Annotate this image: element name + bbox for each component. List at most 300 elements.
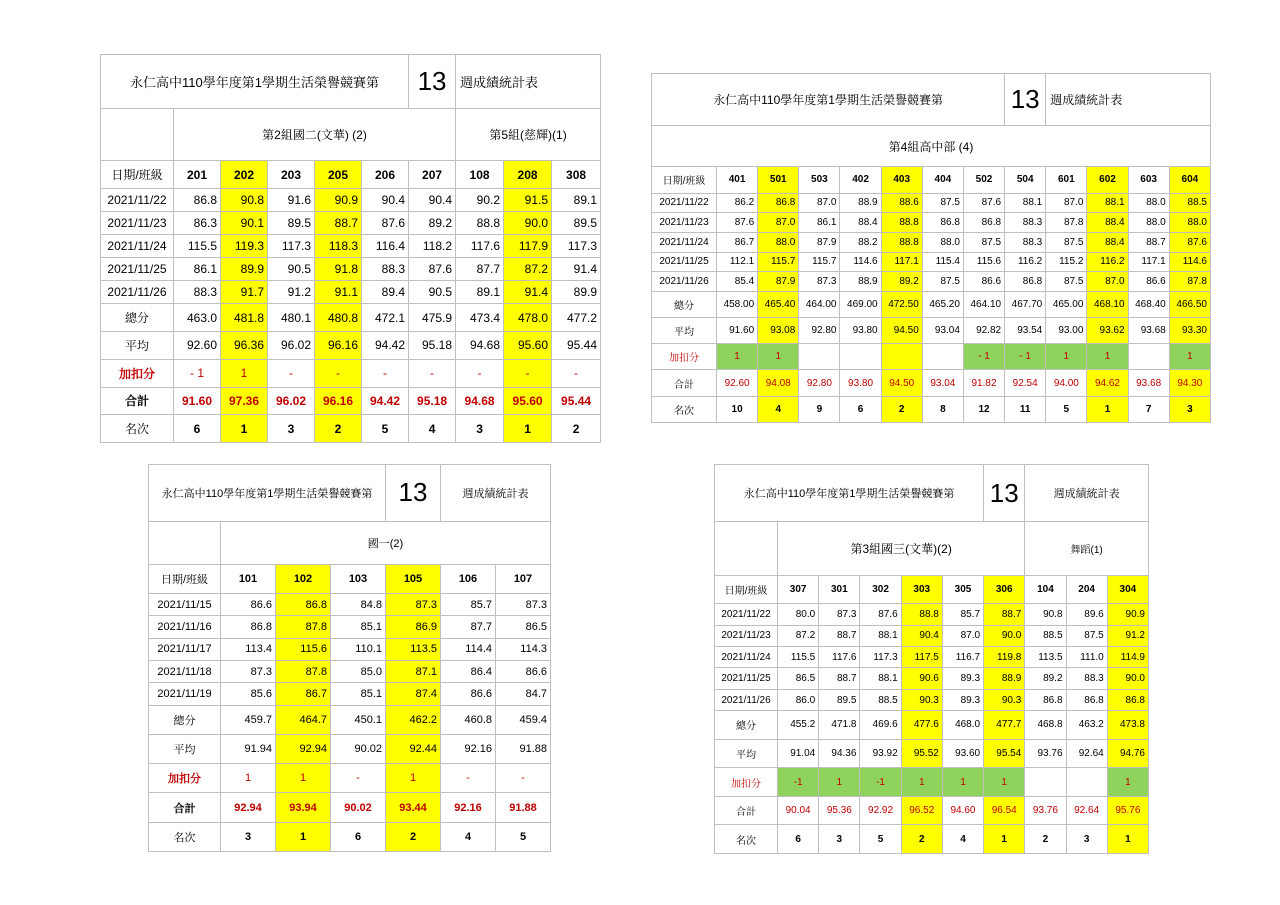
score-cell: 89.9 [221,258,268,281]
sum-cell: 94.50 [881,370,922,396]
score-cell: 88.6 [881,193,922,213]
score-cell: 119.3 [221,235,268,258]
average-cell: 95.18 [409,332,456,360]
row-label: 平均 [149,735,221,764]
score-cell: 88.0 [1128,213,1169,233]
score-cell: 88.4 [840,213,881,233]
score-cell: 86.6 [963,272,1004,292]
rank-cell: 5 [1046,396,1087,422]
score-cell: 88.4 [1087,232,1128,252]
score-cell: 113.5 [1025,646,1066,667]
score-cell: 86.6 [221,593,276,615]
total-cell: 468.10 [1087,291,1128,317]
rank-cell: 2 [315,415,362,443]
rank-cell: 2 [901,825,942,854]
class-name: 104 [1025,575,1066,604]
score-cell: 113.4 [221,638,276,660]
bonus-cell [1025,768,1066,797]
row-label: 平均 [715,739,778,768]
rank-cell: 10 [717,396,758,422]
total-cell: 471.8 [819,711,860,740]
average-cell: 96.36 [221,332,268,360]
class-name: 201 [174,161,221,189]
bonus-cell [881,344,922,370]
sum-cell: 91.88 [496,793,551,822]
class-name: 107 [496,564,551,593]
class-name: 502 [963,167,1004,193]
score-cell: 86.8 [1066,689,1107,710]
sum-cell: 94.68 [456,387,504,415]
class-name: 403 [881,167,922,193]
average-cell: 93.76 [1025,739,1066,768]
score-cell: 86.3 [174,212,221,235]
average-cell: 96.16 [315,332,362,360]
summary-row-sum [101,387,601,415]
score-cell: 88.3 [1005,213,1046,233]
row-label: 平均 [652,318,717,344]
score-cell: 88.3 [1066,668,1107,689]
score-cell: 90.2 [456,188,504,211]
score-cell: 117.1 [881,252,922,272]
date-label: 2021/11/15 [149,593,221,615]
rank-cell: 2 [881,396,922,422]
score-cell: 116.4 [362,235,409,258]
score-cell: 90.6 [901,668,942,689]
score-cell: 91.7 [221,281,268,304]
row-label: 合計 [149,793,221,822]
score-cell: 88.5 [860,689,901,710]
score-cell: 89.2 [409,212,456,235]
summary-row-bonus [101,359,601,387]
summary-row-rank [101,415,601,443]
score-cell: 86.8 [963,213,1004,233]
sum-cell: 95.60 [504,387,552,415]
average-cell: 91.04 [778,739,819,768]
score-cell: 114.9 [1107,646,1148,667]
date-label: 2021/11/26 [101,281,174,304]
score-cell: 88.9 [984,668,1025,689]
bonus-cell: - 1 [1005,344,1046,370]
table-row [101,258,601,281]
sheet-title: 永仁高中110學年度第1學期生活榮譽競賽第 [715,465,984,522]
table-row [149,638,551,660]
class-name: 307 [778,575,819,604]
score-cell: 89.1 [552,188,601,211]
total-cell: 459.4 [496,705,551,734]
score-cell: 87.5 [1046,272,1087,292]
class-header-row [652,167,1211,193]
average-cell: 92.64 [1066,739,1107,768]
row-label: 名次 [715,825,778,854]
row-label: 合計 [101,387,174,415]
rank-cell: 3 [221,822,276,851]
total-cell: 468.0 [942,711,983,740]
total-cell: 459.7 [221,705,276,734]
score-cell: 90.9 [1107,604,1148,625]
row-label: 加扣分 [652,344,717,370]
class-name: 404 [922,167,963,193]
rank-cell: 11 [1005,396,1046,422]
score-cell: 86.6 [496,661,551,683]
sum-cell: 95.18 [409,387,456,415]
score-cell: 117.3 [552,235,601,258]
score-cell: 88.0 [1169,213,1210,233]
score-cell: 87.5 [1046,232,1087,252]
score-cell: 90.0 [1107,668,1148,689]
score-cell: 88.7 [984,604,1025,625]
total-cell: 463.0 [174,304,221,332]
total-cell: 455.2 [778,711,819,740]
date-label: 2021/11/16 [149,616,221,638]
score-cell: 87.5 [1066,625,1107,646]
sum-cell: 94.42 [362,387,409,415]
row-label: 日期/班級 [652,167,717,193]
summary-row-rank [149,822,551,851]
score-cell: 114.3 [496,638,551,660]
score-cell: 86.7 [717,232,758,252]
class-name: 603 [1128,167,1169,193]
total-cell: 465.00 [1046,291,1087,317]
score-cell: 87.3 [496,593,551,615]
score-cell: 90.9 [315,188,362,211]
score-cell: 89.9 [552,281,601,304]
week-number: 13 [984,465,1025,522]
score-cell: 117.1 [1128,252,1169,272]
average-cell: 95.44 [552,332,601,360]
rank-cell: 6 [840,396,881,422]
average-cell: 92.60 [174,332,221,360]
rank-cell: 4 [409,415,456,443]
score-cell: 91.1 [315,281,362,304]
score-cell: 88.8 [901,604,942,625]
score-cell: 86.2 [717,193,758,213]
table-row [715,689,1149,710]
row-label: 名次 [101,415,174,443]
score-cell: 86.8 [1107,689,1148,710]
summary-row-bonus [149,764,551,793]
score-cell: 115.7 [799,252,840,272]
summary-row-bonus [652,344,1211,370]
score-cell: 87.0 [942,625,983,646]
rank-cell: 2 [552,415,601,443]
rank-cell: 3 [268,415,315,443]
total-cell: 481.8 [221,304,268,332]
summary-row-sum [652,370,1211,396]
table-grade7 [148,464,551,852]
average-cell: 92.16 [441,735,496,764]
group-header: 第5組(慈輝)(1) [456,108,601,160]
sum-cell: 94.62 [1087,370,1128,396]
total-cell: 464.7 [276,705,331,734]
average-cell: 92.44 [386,735,441,764]
score-cell: 86.8 [758,193,799,213]
class-name: 501 [758,167,799,193]
score-cell: 86.0 [778,689,819,710]
score-cell: 87.5 [922,193,963,213]
sum-cell: 91.82 [963,370,1004,396]
table-row [101,212,601,235]
table-row [715,668,1149,689]
sum-cell: 96.02 [268,387,315,415]
class-name: 604 [1169,167,1210,193]
bonus-cell: - [496,764,551,793]
score-cell: 86.6 [441,683,496,705]
table-row [652,252,1211,272]
row-label: 總分 [652,291,717,317]
score-cell: 91.5 [504,188,552,211]
class-name: 306 [984,575,1025,604]
sum-cell: 94.00 [1046,370,1087,396]
score-cell: 86.7 [276,683,331,705]
bonus-cell: - [409,359,456,387]
average-cell: 93.68 [1128,318,1169,344]
score-cell: 90.0 [984,625,1025,646]
score-cell: 87.1 [386,661,441,683]
row-label: 名次 [652,396,717,422]
sheet-title: 永仁高中110學年度第1學期生活榮譽競賽第 [652,74,1005,126]
bonus-cell: 1 [221,764,276,793]
score-cell: 85.4 [717,272,758,292]
sheet-title: 永仁高中110學年度第1學期生活榮譽競賽第 [101,55,409,109]
sum-cell: 92.60 [717,370,758,396]
table-grade8-and-group5 [100,54,600,443]
score-cell: 87.0 [1046,193,1087,213]
score-cell: 90.3 [984,689,1025,710]
class-name: 503 [799,167,840,193]
score-cell: 90.0 [504,212,552,235]
rank-cell: 4 [441,822,496,851]
sum-cell: 94.30 [1169,370,1210,396]
total-cell: 478.0 [504,304,552,332]
rank-cell: 5 [496,822,551,851]
sum-cell: 93.94 [276,793,331,822]
summary-row-total [652,291,1211,317]
score-cell: 87.3 [386,593,441,615]
score-cell: 88.7 [315,212,362,235]
class-name: 504 [1005,167,1046,193]
rank-cell: 1 [1107,825,1148,854]
summary-row-sum [149,793,551,822]
total-cell: 460.8 [441,705,496,734]
score-cell: 114.4 [441,638,496,660]
row-label: 加扣分 [149,764,221,793]
score-cell: 89.3 [942,689,983,710]
score-cell: 88.1 [1087,193,1128,213]
score-cell: 112.1 [717,252,758,272]
average-cell: 93.92 [860,739,901,768]
score-cell: 91.6 [268,188,315,211]
rank-cell: 5 [362,415,409,443]
rank-cell: 6 [778,825,819,854]
sum-cell: 95.76 [1107,796,1148,825]
average-cell: 93.62 [1087,318,1128,344]
score-cell: 88.4 [1087,213,1128,233]
rank-cell: 8 [922,396,963,422]
average-cell: 92.82 [963,318,1004,344]
sum-cell: 97.36 [221,387,268,415]
score-cell: 87.7 [441,616,496,638]
bonus-cell: 1 [386,764,441,793]
score-cell: 89.5 [552,212,601,235]
date-label: 2021/11/17 [149,638,221,660]
table-row [101,188,601,211]
score-cell: 84.7 [496,683,551,705]
score-cell: 115.6 [276,638,331,660]
bonus-cell: -1 [860,768,901,797]
class-header-row [101,161,601,189]
total-cell: 473.4 [456,304,504,332]
sum-cell: 96.54 [984,796,1025,825]
score-cell: 87.3 [799,272,840,292]
summary-row-rank [715,825,1149,854]
bonus-cell: 1 [901,768,942,797]
class-name: 106 [441,564,496,593]
score-cell: 87.0 [758,213,799,233]
date-label: 2021/11/24 [715,646,778,667]
score-cell: 91.4 [552,258,601,281]
total-cell: 469.00 [840,291,881,317]
score-cell: 88.5 [1025,625,1066,646]
date-label: 2021/11/25 [715,668,778,689]
total-cell: 450.1 [331,705,386,734]
class-name: 303 [901,575,942,604]
score-cell: 85.1 [331,683,386,705]
score-cell: 87.6 [963,193,1004,213]
table-row [149,683,551,705]
average-cell: 93.04 [922,318,963,344]
date-label: 2021/11/22 [652,193,717,213]
score-cell: 90.4 [901,625,942,646]
score-cell: 87.6 [362,212,409,235]
table-row [149,661,551,683]
average-cell: 94.50 [881,318,922,344]
date-label: 2021/11/24 [101,235,174,258]
score-cell: 89.1 [456,281,504,304]
class-name: 204 [1066,575,1107,604]
total-cell: 472.50 [881,291,922,317]
sheet-subtitle: 週成績統計表 [1025,465,1149,522]
total-cell: 464.00 [799,291,840,317]
row-label: 總分 [101,304,174,332]
date-label: 2021/11/23 [652,213,717,233]
score-cell: 89.3 [942,668,983,689]
score-cell: 90.4 [362,188,409,211]
score-cell: 89.6 [1066,604,1107,625]
rank-cell: 6 [331,822,386,851]
table-row [652,232,1211,252]
score-cell: 88.7 [1128,232,1169,252]
average-cell: 95.60 [504,332,552,360]
score-cell: 88.3 [362,258,409,281]
score-cell: 88.9 [840,193,881,213]
score-cell: 87.9 [758,272,799,292]
bonus-cell [1066,768,1107,797]
class-name: 601 [1046,167,1087,193]
score-cell: 110.1 [331,638,386,660]
average-cell: 96.02 [268,332,315,360]
average-cell: 95.54 [984,739,1025,768]
row-label: 日期/班級 [101,161,174,189]
date-label: 2021/11/22 [715,604,778,625]
score-cell: 116.7 [942,646,983,667]
sum-cell: 91.60 [174,387,221,415]
sum-cell: 95.36 [819,796,860,825]
score-cell: 115.2 [1046,252,1087,272]
total-cell: 462.2 [386,705,441,734]
average-cell: 93.00 [1046,318,1087,344]
score-cell: 86.8 [221,616,276,638]
sum-cell: 90.02 [331,793,386,822]
summary-row-total [149,705,551,734]
score-cell: 91.4 [504,281,552,304]
bonus-cell [840,344,881,370]
sheet-subtitle: 週成績統計表 [1046,74,1211,126]
bonus-cell: 1 [1107,768,1148,797]
week-number: 13 [1005,74,1046,126]
summary-row-bonus [715,768,1149,797]
rank-cell: 4 [942,825,983,854]
bonus-cell: 1 [758,344,799,370]
bonus-cell: 1 [984,768,1025,797]
score-cell: 88.1 [1005,193,1046,213]
score-cell: 87.6 [1169,232,1210,252]
row-label: 日期/班級 [715,575,778,604]
group-header: 第4組高中部 (4) [652,126,1211,167]
score-cell: 117.3 [268,235,315,258]
score-cell: 90.5 [268,258,315,281]
score-cell: 85.6 [221,683,276,705]
summary-row-avg [715,739,1149,768]
sum-cell: 94.08 [758,370,799,396]
score-cell: 117.9 [504,235,552,258]
average-cell: 91.94 [221,735,276,764]
score-cell: 114.6 [1169,252,1210,272]
total-cell: 466.50 [1169,291,1210,317]
score-cell: 117.5 [901,646,942,667]
rank-cell: 7 [1128,396,1169,422]
score-cell: 90.8 [221,188,268,211]
score-cell: 88.1 [860,625,901,646]
sum-cell: 96.16 [315,387,362,415]
score-cell: 114.6 [840,252,881,272]
class-name: 207 [409,161,456,189]
score-cell: 88.8 [881,232,922,252]
class-name: 302 [860,575,901,604]
average-cell: 91.60 [717,318,758,344]
row-label: 合計 [652,370,717,396]
class-name: 108 [456,161,504,189]
summary-row-total [101,304,601,332]
score-cell: 116.2 [1087,252,1128,272]
score-cell: 116.2 [1005,252,1046,272]
sum-cell: 94.60 [942,796,983,825]
row-label: 加扣分 [101,359,174,387]
average-cell: 92.80 [799,318,840,344]
bonus-cell: -1 [778,768,819,797]
class-name: 202 [221,161,268,189]
sheet-title: 永仁高中110學年度第1學期生活榮譽競賽第 [149,465,386,522]
score-cell: 88.7 [819,625,860,646]
score-cell: 118.2 [409,235,456,258]
score-cell: 86.8 [922,213,963,233]
bonus-cell: 1 [276,764,331,793]
sum-cell: 95.44 [552,387,601,415]
sum-cell: 92.16 [441,793,496,822]
score-cell: 88.0 [922,232,963,252]
table-row [715,646,1149,667]
sum-cell: 92.64 [1066,796,1107,825]
score-cell: 89.5 [819,689,860,710]
